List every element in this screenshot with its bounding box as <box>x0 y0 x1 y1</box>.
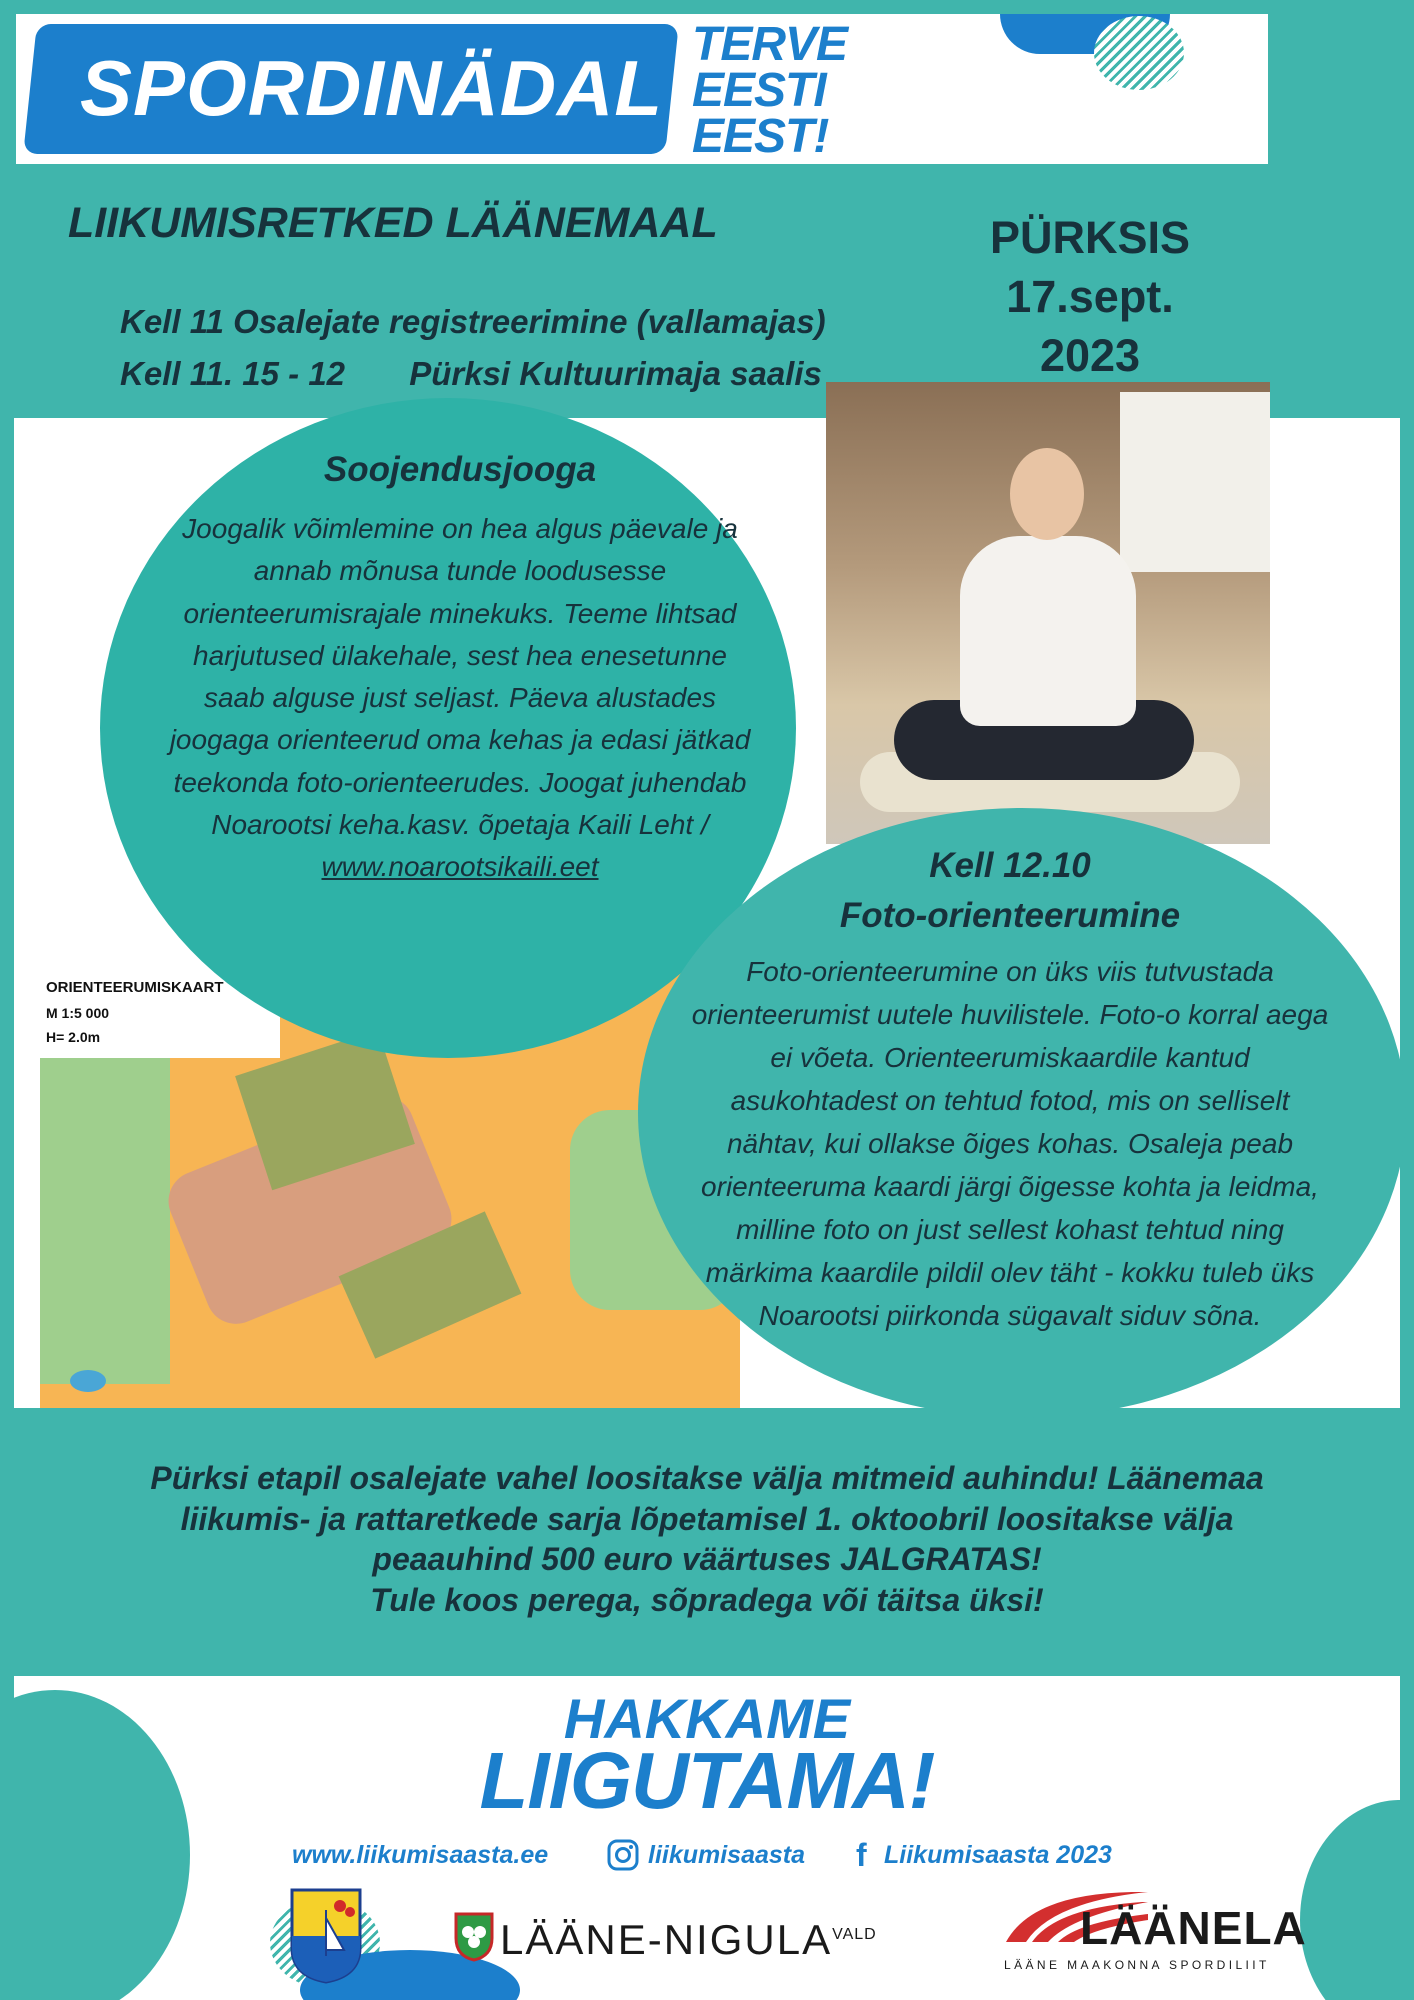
logo-line-3: EEST! <box>692 110 829 163</box>
lane-nigula-shield-icon <box>454 1912 494 1962</box>
prize-message <box>40 1458 1374 1628</box>
prize-message-line-1: Pürksi etapil osalejate vahel loositakse välja mitmeid auhindu! Läänemaa <box>150 1460 1264 1496</box>
yoga-website-link[interactable]: www.noarootsikaili.eet <box>321 851 599 883</box>
event-date: 17.sept. <box>1006 271 1174 322</box>
photo-person-body <box>960 536 1136 726</box>
laanela-logo-name: LÄÄNELA <box>1080 1902 1307 1954</box>
photo-window <box>1120 392 1270 572</box>
facebook-page[interactable]: Liikumisaasta 2023 <box>884 1841 1112 1869</box>
slogan-line-1: HAKKAME <box>563 1687 851 1750</box>
schedule-line-1: Kell 11 Osalejate registreerimine (vallamajas) <box>120 303 826 340</box>
yoga-description <box>160 508 760 938</box>
instagram-handle[interactable]: liikumisaasta <box>648 1841 806 1869</box>
website-link[interactable]: www.liikumisaasta.ee <box>292 1841 549 1869</box>
prize-message-line-2: liikumis- ja rattaretkede sarja lõpetamisel 1. oktoobril loositakse välja <box>180 1500 1234 1537</box>
crest-logo <box>290 1888 362 1984</box>
map-contour: H= 2.0m <box>46 1029 101 1045</box>
lane-nigula-suffix: VALD <box>832 1926 877 1943</box>
logo-line-2: EESTI <box>692 64 826 117</box>
schedule-line-2: Kell 11. 15 - 12 Pürksi Kultuurimaja saalis <box>120 355 822 392</box>
laanela-logo-subtitle: LÄÄNE MAAKONNA SPORDILIIT <box>1004 1958 1270 1972</box>
teal-corner-blob <box>1268 0 1414 420</box>
yoga-description-text: Joogalik võimlemine on hea algus päevale ja annab mõnusa tunde loodusesse orienteerumisrajale minekuks. Teeme lihtsad harjutused ülakehale, sest hea enesetunne saab alguse just seljast. Päeva alustades joogaga orienteerud oma kehas ja edasi jätkad teekonda foto-orienteerudes. Joogat juhendab Noarootsi keha.kasv. õpetaja Kaili Leht / <box>169 513 751 841</box>
terve-eesti-eest-logo <box>692 18 872 163</box>
instagram-icon[interactable] <box>606 1838 640 1872</box>
main-heading: LIIKUMISRETKED LÄÄNEMAAL <box>68 199 718 247</box>
event-year: 2023 <box>1039 330 1141 381</box>
top-right-hatch-circle <box>1094 16 1184 90</box>
map-title: ORIENTEERUMISKAART <box>46 979 224 996</box>
prize-message-line-4: Tule koos perega, sõpradega või täitsa üksi! <box>370 1581 1044 1618</box>
lane-nigula-logo-text <box>500 1910 880 1963</box>
map-forest-area <box>40 1054 170 1384</box>
photo-orienteering-time: Kell 12.10 <box>929 846 1091 885</box>
header-title: SPORDINÄDAL <box>80 44 664 132</box>
map-lake <box>70 1370 106 1392</box>
slogan-line-2: LIIGUTAMA! <box>479 1736 935 1825</box>
photo-orienteering-description: Foto-orienteerumine on üks viis tutvustada orienteerumist uutele huvilistele. Foto-o korral aega ei võeta. Orienteerumiskaardile kantud asukohtadest on tehtud fotod, mis on selliselt nähtav, kui ollakse õiges kohas. Osaleja peab orienteeruma kaardi järgi õigesse kohta ja leidma, milline foto on just sellest kohast tehtud ning märkima kaardile pildil olev täht - kokku tuleb üks Noarootsi piirkonda sügavalt siduv sõna. <box>691 956 1329 1331</box>
lane-nigula-name: LÄÄNE-NIGULA <box>500 1916 833 1963</box>
facebook-icon[interactable]: f <box>856 1837 867 1873</box>
place-date <box>940 208 1240 381</box>
prize-message-line-3: peaauhind 500 euro väärtuses JALGRATAS! <box>372 1541 1042 1577</box>
place-name: PÜRKSIS <box>989 212 1191 263</box>
photo-orienteering-title: Foto-orienteerumine <box>839 896 1181 935</box>
yoga-title: Soojendusjooga <box>323 450 597 489</box>
map-scale: M 1:5 000 <box>46 1005 110 1021</box>
logo-line-1: TERVE <box>692 18 848 71</box>
photo-person-head <box>1010 448 1084 540</box>
